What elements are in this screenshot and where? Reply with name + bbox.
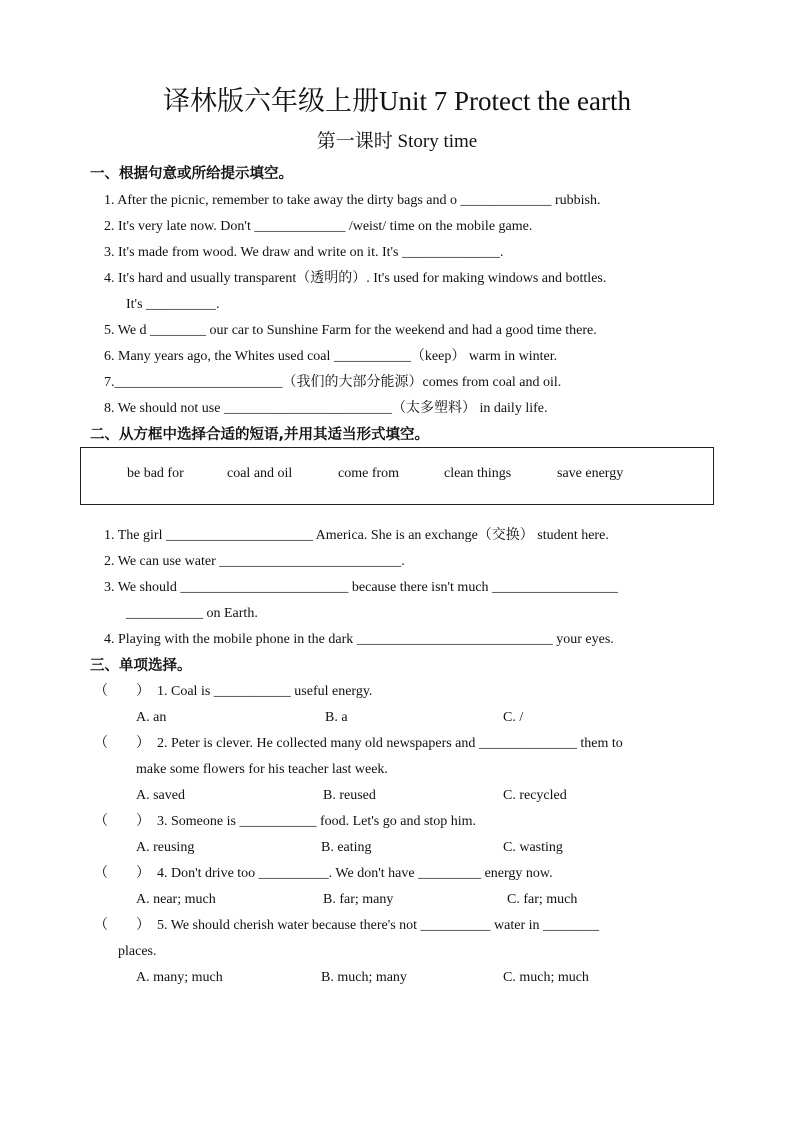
answer-paren[interactable]: （ ）	[94, 736, 150, 751]
q1-stem: 1. Coal is ___________ useful energy.	[157, 684, 373, 699]
s2-item-1: 1. The girl _____________________ America. She is an exchange（交换） student here.	[104, 528, 609, 543]
answer-paren[interactable]: （ ）	[94, 684, 150, 699]
q1-option-a: A. an	[136, 710, 167, 725]
q3-option-c: C. wasting	[503, 840, 563, 855]
q4-option-b: B. far; many	[323, 892, 394, 907]
word-box-item: save energy	[557, 466, 624, 481]
s1-item-8: 8. We should not use ________________________（太多塑料） in daily life.	[104, 401, 548, 416]
q3-stem: 3. Someone is ___________ food. Let's go and stop him.	[157, 814, 477, 829]
s2-item-2: 2. We can use water __________________________.	[104, 554, 405, 569]
q2-option-a: A. saved	[136, 788, 185, 803]
q5-stem-cont: places.	[118, 944, 157, 959]
q5-option-a: A. many; much	[136, 970, 223, 985]
q1-option-c: C. /	[503, 710, 524, 725]
q3-option-b: B. eating	[321, 840, 372, 855]
word-box-item: come from	[338, 466, 400, 481]
q2-option-b: B. reused	[323, 788, 376, 803]
s1-item-3: 3. It's made from wood. We draw and write on it. It's ______________.	[104, 245, 504, 260]
s1-item-6: 6. Many years ago, the Whites used coal ___________（keep） warm in winter.	[104, 349, 558, 364]
answer-paren[interactable]: （ ）	[94, 814, 150, 829]
s2-item-3-cont: ___________ on Earth.	[126, 606, 258, 621]
q1-option-b: B. a	[325, 710, 348, 725]
s2-item-4: 4. Playing with the mobile phone in the dark ____________________________ your eyes.	[104, 632, 614, 647]
page-subtitle: 第一课时 Story time	[316, 131, 478, 152]
word-box-item: be bad for	[127, 466, 184, 481]
s1-item-4-cont: It's __________.	[126, 297, 220, 312]
s1-item-2: 2. It's very late now. Don't _____________ /weist/ time on the mobile game.	[104, 219, 533, 234]
s1-item-1: 1. After the picnic, remember to take away the dirty bags and o _____________ rubbish.	[104, 193, 601, 208]
s1-item-5: 5. We d ________ our car to Sunshine Farm for the weekend and had a good time there.	[104, 323, 597, 338]
q2-option-c: C. recycled	[503, 788, 567, 803]
s1-item-7: 7.________________________（我们的大部分能源）comes from coal and oil.	[104, 375, 562, 390]
q4-option-a: A. near; much	[136, 892, 216, 907]
q3-option-a: A. reusing	[136, 840, 195, 855]
q2-stem: 2. Peter is clever. He collected many old newspapers and ______________ them to	[157, 736, 623, 751]
section1-heading: 一、根据句意或所给提示填空。	[90, 166, 293, 182]
s1-item-4: 4. It's hard and usually transparent（透明的）. It's used for making windows and bottles.	[104, 271, 607, 286]
section3-heading: 三、单项选择。	[90, 658, 192, 674]
page-title: 译林版六年级上册Unit 7 Protect the earth	[163, 86, 631, 116]
q5-option-c: C. much; much	[503, 970, 589, 985]
q2-stem-cont: make some flowers for his teacher last week.	[136, 762, 388, 777]
answer-paren[interactable]: （ ）	[94, 866, 150, 881]
word-box-item: clean things	[444, 466, 512, 481]
q4-stem: 4. Don't drive too __________. We don't have _________ energy now.	[157, 866, 553, 881]
q5-option-b: B. much; many	[321, 970, 407, 985]
answer-paren[interactable]: （ ）	[94, 918, 150, 933]
word-box-item: coal and oil	[227, 466, 293, 481]
section2-heading: 二、从方框中选择合适的短语,并用其适当形式填空。	[90, 427, 430, 443]
q4-option-c: C. far; much	[507, 892, 578, 907]
q5-stem: 5. We should cherish water because there's not __________ water in ________	[157, 918, 600, 933]
word-box	[80, 447, 714, 505]
s2-item-3: 3. We should ________________________ because there isn't much __________________	[104, 580, 619, 595]
